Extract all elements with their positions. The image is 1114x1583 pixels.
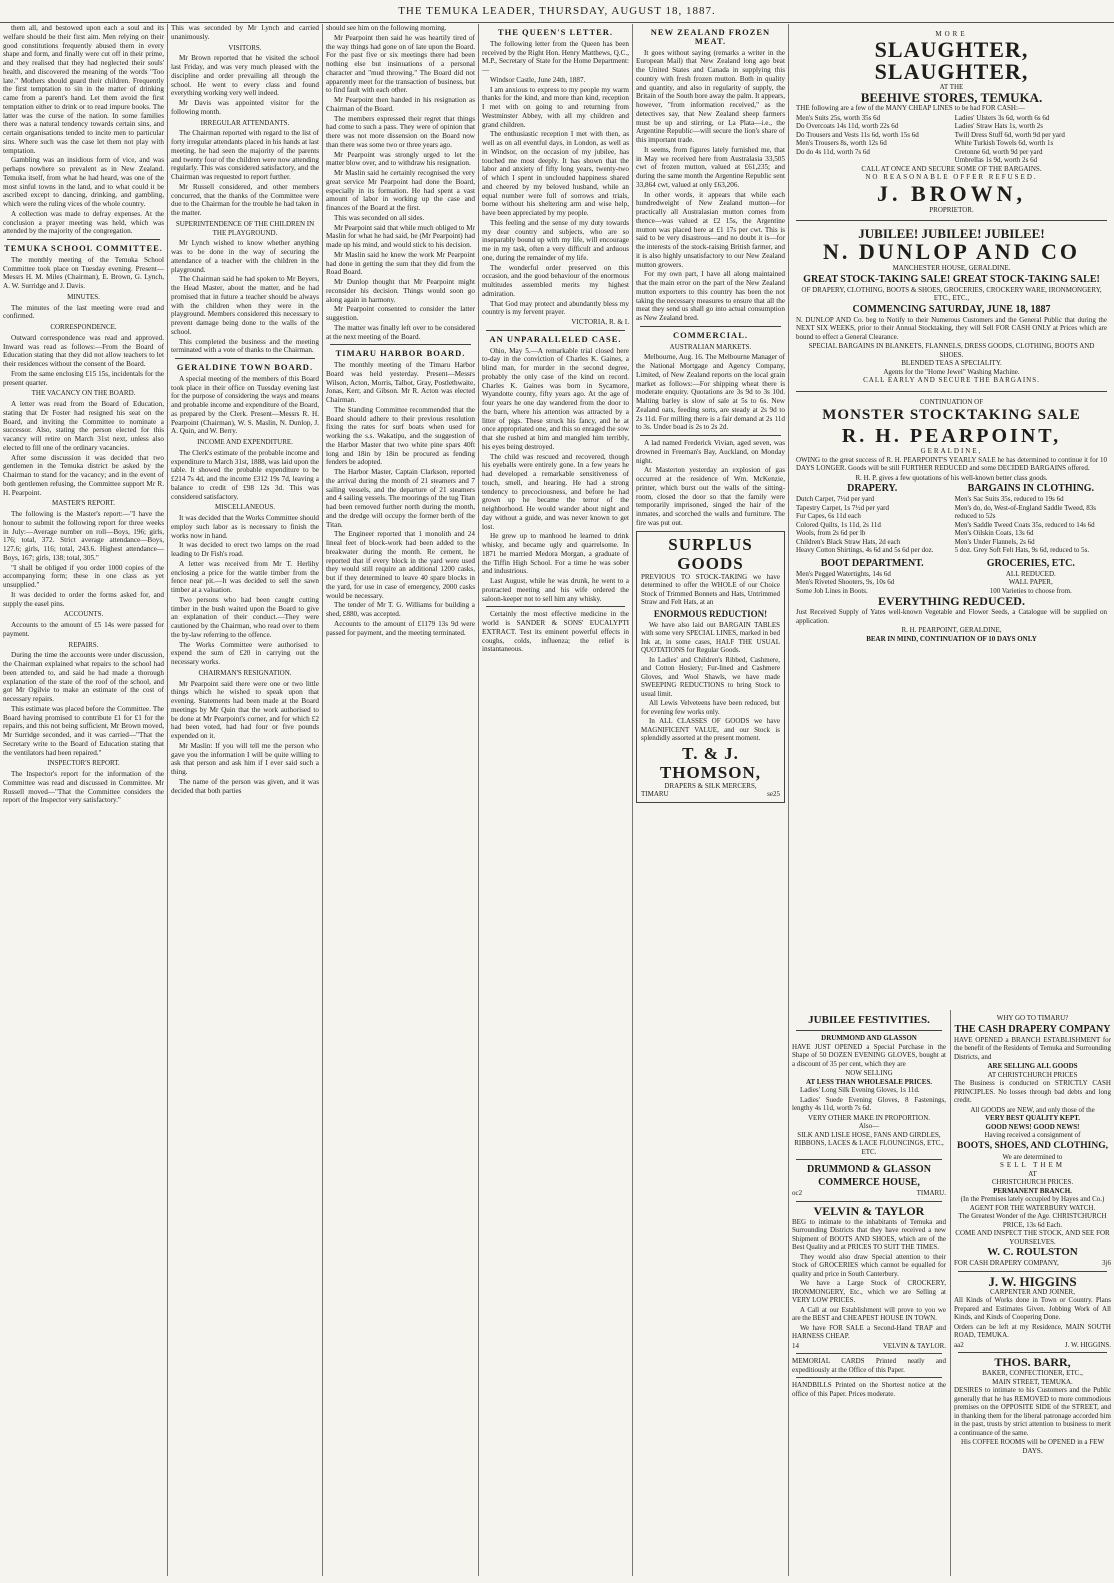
ad-text: RIBBONS, LACES & LACE FLOUNCINGS, ETC., ETC.	[794, 1139, 944, 1156]
ad-surplus-goods	[636, 531, 785, 803]
ad-text: They would also draw Special attention to their Stock of GROCERIES which cannot be equalled for quality and price in South Canterbury.	[792, 1252, 946, 1278]
article-paragraph: During the time the accounts were under discussion, the Chairman explained what repairs to the school had been attended to, and said he had made a thorough explanation of the state of the roof of the school, and got Mr Ogilvie to make an estimate of the cost of necessary repairs.	[3, 651, 164, 703]
ad-price-list	[796, 114, 1107, 165]
ad-dunlop	[792, 224, 1111, 388]
ad-text: We have a Large Stock of CROCKERY, IRONMONGERY, Etc., which we are Selling at VERY LOW PRICES.	[792, 1279, 946, 1304]
ad-merchant-name: N. DUNLOP AND CO	[822, 239, 1080, 264]
subheading: IRREGULAR ATTENDANTS.	[200, 118, 290, 127]
article-paragraph: Mr Pearpoint then said he was heartily tired of the way things had gone on of late upon the Board. For the past five or six meetings there had been nothing else but insinuations of a personal character and "mud throwing." The Board did not apparently meet for the transaction of business, but to find fault with each other.	[326, 33, 475, 95]
subheading: CHAIRMAN'S RESIGNATION.	[198, 668, 292, 677]
article-paragraph: Mr Pearpoint said that while much obliged to Mr Maslin for what he had said, he (Mr Pearpoint) had made up his mind, and would stick to his decision.	[326, 223, 475, 249]
advertisement-paragraph: Certainly the most effective medicine in the world is SANDER & SONS' EUCALYPTI EXTRACT. Test its eminent powerful effects in coughs, colds, influenza; the relief is instantaneous.	[482, 610, 629, 654]
article-paragraph: A special meeting of the members of this Board took place in their office on Tuesday evening last for the purpose of considering the ways and means and probable income and expenditure of the Board, as prepared by the Clerk. Present—Messrs R. H. Pearpoint (Chairman), W. S. Maslin, N. Dunlop, J. A. Quin, and W. Berry.	[171, 374, 319, 436]
ad-highlight: PERMANENT BRANCH.	[993, 1186, 1072, 1195]
article-paragraph: The wonderful order preserved on this occasion, and the good behaviour of the enormous multitudes assembled merits my highest admiration.	[482, 263, 629, 298]
article-paragraph: The Works Committee were authorised to expend the sum of £20 in carrying out the necessary works.	[171, 640, 319, 666]
masthead: THE TEMUKA LEADER, THURSDAY, AUGUST 18, 1887.	[0, 0, 1114, 23]
ad-text: All Kinds of Works done in Town or Country. Plans Prepared and Estimates Given. Jobbing Work of All Kinds, and Kinds of Coopering Done.	[954, 1296, 1111, 1321]
ad-highlight: GOOD NEWS! GOOD NEWS!	[985, 1122, 1080, 1131]
ad-beehive-stores	[792, 27, 1111, 217]
subheading: CORRESPONDENCE.	[50, 323, 117, 331]
ad-text: Just Received Supply of Yates well-known Vegetable and Flower Seeds, a Catalogue will be supplied on application.	[796, 608, 1107, 625]
ad-text: OWING to the great success of R. H. PEARPOINT'S YEARLY SALE he has determined to continue it for 10 DAYS LONGER. Goods will be still FURTHER REDUCED and some DECIDED BARGAINS offered.	[796, 455, 1107, 472]
ad-merchant-name: VELVIN & TAYLOR	[813, 1203, 925, 1218]
article-paragraph: The Inspector's report for the information of the Committee was read and discussed in Committee. Mr Russell moved—"That the Committee considers the report of the Inspector very satisfactory."	[3, 770, 164, 805]
divider	[796, 220, 1107, 221]
ad-text: In ALL CLASSES OF GOODS we have MAGNIFICENT VALUE, and our Stock is splendidly assorted at the present moment.	[641, 717, 780, 742]
article-paragraph: It was decided that the Works Committee should employ such labor as is necessary to finish the works now in hand.	[171, 514, 319, 540]
article-paragraph: The Chairman said he had spoken to Mr Beyers, the Head Master, about the matter, and he had promised that in future a teacher should be always with the children when they were in the playground. Members considered this necessary to prevent damage being done to the walls of the school.	[171, 275, 319, 336]
column-8-ads	[951, 1010, 1114, 1576]
article-paragraph: This completed the business and the meeting terminated with a vote of thanks to the Chairman.	[171, 337, 319, 355]
ad-title: MONSTER STOCKTAKING SALE	[822, 407, 1081, 423]
article-paragraph: The Standing Committee recommended that the Board should adhere to their previous resolution fixing the rates for surf boats when used for working the s.s. Wakatipu, and the suggestion of the Harbor Master that two white pine spars 40ft long and 18in by 18in be procured as fending fenders be adopted.	[326, 405, 475, 467]
ad-town: TIMARU	[641, 790, 669, 798]
price-item: Ladies' Ulsters 3s 6d, worth 6s 6d	[954, 113, 1050, 122]
article-paragraph: The Engineer reported that 1 monolith and 24 lineal feet of block-work had been added to the breakwater during the month. Re cement, he reported that if every block in the yard were used they would still require an additional 1200 casks, but if they determined to leave 40 spare blocks in the yard, for use in case of emergency, 2000 casks would be necessary.	[326, 530, 475, 600]
divider	[796, 1201, 942, 1202]
ad-text: CALL AT ONCE AND SECURE SOME OF THE BARGAINS.	[861, 164, 1042, 173]
article-paragraph: Melbourne, Aug. 16. The Melbourne Manager of the National Mortgage and Agency Company, Limited, of New Zealand reports on the local grain market as follows:—For shipping wheat there is moderate enquiry. Quotations are 3s 9d to 3s 10d. Malting barley is slow of sale at 5s to 6s. New Zealand oats, feeding sorts, are steady at 2s 9d to 2s 11d. For milling there is a fair demand at 2s 11d to 3s. Under boad is 2s to 2s 2d.	[636, 353, 785, 432]
ad-text: Orders can be left at my Residence, MAIN SOUTH ROAD, TEMUKA.	[954, 1322, 1111, 1339]
divider	[640, 326, 781, 327]
article-paragraph: Accounts to the amount of £5 14s were passed for payment.	[3, 621, 164, 638]
price-item: Men's Saddle Tweed Coats 35s, reduced to 14s 6d	[954, 520, 1095, 529]
price-item: Men's Pegged Watertights, 14s 6d	[796, 569, 891, 578]
ad-text: The Business is conducted on STRICTLY CASH PRINCIPLES. No losses through bad debts and long credit.	[954, 1079, 1111, 1104]
ad-text: THE following are a few of the MANY CHEAP LINES to be had FOR CASH:—	[796, 104, 1025, 112]
ad-text: COME AND INSPECT THE STOCK, AND SEE FOR YOURSELVES.	[955, 1229, 1110, 1246]
divider	[796, 1030, 942, 1031]
divider	[796, 1377, 942, 1378]
article-paragraph: Windsor Castle, June 24th, 1887.	[490, 75, 586, 84]
ad-text: VERY OTHER MAKE IN PROPORTION.	[807, 1113, 931, 1122]
article-paragraph: Mr Dunlop thought that Mr Pearpoint might reconsider his decision. Things would soon go along again in harmony.	[326, 278, 475, 304]
price-item: ALL REDUCED.	[1005, 569, 1056, 578]
ad-text: NO REASONABLE OFFER REFUSED.	[865, 173, 1038, 181]
headline-temuka-school-committee: TEMUKA SCHOOL COMMITTEE.	[4, 243, 163, 253]
ad-store-name: BEEHIVE STORES, TEMUKA.	[860, 90, 1043, 105]
article-paragraph: At Masterton yesterday an explosion of gas occurred at the residence of Wm. McKenzie, printer, which burst out the walls of the sitting-room, closed the door so that the family were temporarily imprisoned, singed the hair of the inmates, and scorched the walls and furniture. The fire was put out.	[636, 466, 785, 527]
column-1	[0, 24, 167, 1576]
article-paragraph: From the same enclosing £15 15s, incidentals for the present quarter.	[3, 369, 164, 387]
ad-text: BEAR IN MIND, CONTINUATION OF 10 DAYS ONLY	[866, 634, 1037, 643]
price-item: Umbrellas 1s 9d, worth 2s 6d	[954, 156, 1038, 164]
price-item: Men's Under Flannels, 2s 6d	[954, 537, 1035, 546]
department-heading: GROCERIES, ETC.	[986, 557, 1075, 569]
ad-text: MAIN STREET, TEMUKA.	[992, 1377, 1073, 1386]
divider	[796, 1353, 942, 1354]
ad-text: PREVIOUS TO STOCK-TAKING we have determined to offer the WHOLE of our Choice Stock of Trimmed Bonnets and Hats, Untrimmed Straw and Felt Hats, at an	[641, 572, 780, 606]
divider	[796, 1159, 942, 1160]
price-item: Men's Oilskin Coats, 13s 6d	[954, 529, 1034, 537]
article-paragraph: The name of the person was given, and it was decided that both parties	[171, 777, 319, 795]
ad-text: OF DRAPERY, CLOTHING, BOOTS & SHOES, GROCERIES, CROCKERY WARE, IRONMONGERY, ETC., ETC.,	[801, 285, 1102, 302]
article-paragraph: It was decided to erect two lamps on the road leading to Dr Fish's road.	[171, 541, 319, 558]
ad-merchant-name: THOS. BARR,	[994, 1355, 1071, 1369]
ad-text: R. H. P. gives a few quotations of his well-known better class goods.	[855, 473, 1048, 482]
price-item: WALL PAPER,	[1008, 578, 1053, 586]
price-item: Dutch Carpet, 7½d per yard	[796, 495, 875, 503]
ad-title: SLAUGHTER, SLAUGHTER,	[874, 36, 1029, 84]
article-paragraph: That God may protect and abundantly bless my country is my fervent prayer.	[482, 299, 629, 317]
article-paragraph: This was seconded by Mr Lynch and carried unanimously.	[171, 24, 319, 41]
article-paragraph: Mr Russell considered, and other members concurred, that the thanks of the Committee were due to the Chairman for the trouble he had taken in the matter.	[171, 182, 319, 217]
article-paragraph: Mr Pearpoint then handed in his resignation as Chairman of the Board.	[326, 96, 475, 113]
ad-highlight: COMMENCING SATURDAY, JUNE 18, 1887	[852, 303, 1051, 315]
article-paragraph: Outward correspondence was read and approved. Inward was read as follows:—From the Board of Education stating that they did not allow teachers to let their residences without the consent of the Board.	[3, 333, 164, 368]
divider	[796, 391, 1107, 392]
article-paragraph: This estimate was placed before the Committee. The Board having promised to contribute £1 for £1 for the repairs, and this not being sufficient, Mr Brown moved, Mr Surridge seconded, and it was carried—"That the Secretary write to the Board of Education stating that the ventilators had been repaired."	[3, 704, 164, 757]
headline-queens-letter: THE QUEEN'S LETTER.	[497, 27, 614, 37]
column-3	[323, 24, 478, 1576]
price-item: Men's Suits 25s, worth 35s 6d	[796, 113, 881, 122]
ad-text: We have also laid out BARGAIN TABLES with some very SPECIAL LINES, marked in bed Ink at, in some cases, HALF THE USUAL QUOTATIONS for Regular Goods.	[641, 620, 780, 654]
article-paragraph: The following is the Master's report:—"I have the honour to submit the following report for three weeks in July:—Average number on roll—Boys, 196; girls, 176; total, 372. Strict average attendance—Boys, 127.6; girls, 116; total, 243.6. Highest attendance—Boys, 167; girls, 138; total, 305."	[3, 510, 164, 562]
subheading: MASTER'S REPORT.	[52, 499, 115, 508]
article-paragraph: The Chairman reported with regard to the list of forty irregular attendants placed in his hands at last meeting, he had seen the majority of the parents and twenty four of the children were now attending regularly. This was considered satisfactory, and the Chairman was requested to report further.	[171, 129, 319, 181]
article-paragraph: Accounts to the amount of £1179 13s 9d were passed for payment, and the meeting terminated.	[326, 619, 475, 637]
article-paragraph: He grew up to manhood he learned to drink whisky, and became ugly and quarrelsome. In 1871 he married Medora Morgan, a graduate of the Tiffin High School. For a time he was sober and industrious.	[482, 532, 629, 576]
article-paragraph: Mr Maslin: If you will tell me the person who gave you the information I will be quite willing to ask that person and ask him if I ever said such a thing.	[171, 741, 319, 776]
department-heading: BARGAINS IN CLOTHING.	[967, 483, 1095, 494]
article-paragraph: should see him on the following morning.	[326, 24, 447, 32]
ad-merchant-name: R. H. PEARPOINT,	[841, 425, 1062, 447]
ad-text: (In the Premises lately occupied by Hayes and Co.)	[960, 1195, 1105, 1203]
ad-text: COMMERCE HOUSE,	[818, 1177, 920, 1188]
article-paragraph: The Harbor Master, Captain Clarkson, reported the arrival during the month of 21 steamers and 7 sailing vessels, and the departure of 21 steamers and 4 sailing vessels. The moorings of the tug Titan had been removed further north during the month, and the dredge will occupy the former berth of the Titan.	[326, 468, 475, 529]
ad-highlight: BOOTS, SHOES, AND CLOTHING,	[957, 1140, 1108, 1151]
price-item: Men's Riveted Shooters, 9s, 10s 6d	[796, 578, 895, 586]
ad-code: 3j6	[1102, 1259, 1111, 1267]
ad-text: R. H. PEARPOINT, GERALDINE,	[901, 626, 1002, 634]
ad-text: SPECIAL BARGAINS IN BLANKETS, FLANNELS, DRESS GOODS, CLOTHING, BOOTS AND SHOES.	[808, 342, 1095, 359]
department-heading: BOOT DEPARTMENT.	[820, 557, 924, 569]
ad-text: Ladies' Suede Evening Gloves, 8 Fastenings, lengthy 4s 11d, worth 7s 6d.	[792, 1095, 946, 1112]
ad-title: JUBILEE FESTIVITIES.	[808, 1014, 930, 1026]
ad-text: PROPRIETOR.	[929, 205, 974, 214]
ad-text: Agents for the "Home Jewel" Washing Machine.	[883, 367, 1020, 376]
ad-highlight: GREAT STOCK-TAKING SALE! GREAT STOCK-TAKING SALE!	[803, 273, 1100, 285]
divider	[486, 330, 625, 331]
article-paragraph: them all, and bestowed upon each a soul and its welfare should be their first aim. Men relying on their good constitutions frequently abused them in every shape and form, and finally were cut off in their prime, and they realised that they had neglected their souls' health, and discovered the meaning of the words "Too late." Mothers should guard their children. Frequently the first temptation to sin in the matter of drinking came from a parent's hand. Let them avoid the first temptation either to drink or to read impure books. The latter was the curse of the nation. In some families there was a natural tendency towards certain sins, and certain organisations tended to incite men to particular sins. Where such was the case let them not play with temptation.	[3, 24, 164, 155]
article-paragraph: It was decided to order the forms asked for, and supply the easel pins.	[3, 590, 164, 608]
price-item: Heavy Cotton Shirtings, 4s 6d and 5s 6d per doz.	[796, 546, 934, 554]
article-paragraph: The Clerk's estimate of the probable income and expenditure to March 31st, 1888, was laid upon the table. It showed the probable expenditure to be £214 7s 4d, and the income £312 19s 7d, leaving a balance to credit of £98 12s 3d. This was considered satisfactory.	[171, 448, 319, 501]
headline-unparalleled-case: AN UNPARALLELED CASE.	[489, 333, 622, 344]
ad-title: THE CASH DRAPERY COMPANY	[954, 1023, 1111, 1035]
subheading: VISITORS.	[228, 43, 262, 52]
divider	[175, 358, 315, 359]
price-item: Fur Capes, 6s 11d each	[796, 512, 861, 520]
price-list-left	[796, 114, 948, 165]
price-item: Tapestry Carpet, 1s 7½d per yard	[796, 503, 890, 512]
ad-merchant-name: J. W. HIGGINS	[988, 1273, 1077, 1289]
article-paragraph: Two persons who had been caught cutting timber in the bush waited upon the Board to give an explanation of their conduct.—They were cautioned by the Chairman, who read over to them the by-law referring to the offence.	[171, 595, 319, 639]
ad-text: AT	[1028, 1169, 1037, 1178]
divider	[330, 344, 471, 345]
ad-merchant-name: J. BROWN,	[876, 180, 1027, 206]
ad-merchant-name: W. C. ROULSTON	[987, 1246, 1078, 1258]
ad-kicker: CONTINUATION OF	[919, 397, 984, 406]
ad-signature: J. W. HIGGINS.	[1064, 1340, 1111, 1349]
price-item: Men's do, do, West-of-England Saddle Tweed, 83s reduced to 52s	[954, 503, 1096, 520]
ad-merchant-name: DRUMMOND AND GLASSON	[821, 1034, 917, 1042]
article-paragraph: Mr Pearpoint said there were one or two little things which he wished to speak upon that evening. Statements had been made at the Board meetings by Mr Quin that the work authorised to be done at Mr Pearpoint's corner, and for which £2 had been voted, had had four or five pounds expended on it.	[171, 679, 319, 740]
divider	[640, 435, 781, 436]
ad-departments	[796, 482, 1107, 595]
ad-text: All Lewis Velveteens have been reduced, but for evening few works only.	[641, 699, 780, 716]
article-paragraph: For my own part, I have all along maintained that the main error on the part of the New Zealand mutton exporters to this country has been the not taking the necessary measures to ensure that all the meat they send us shall go into actual consumption as New Zealand bred.	[636, 270, 785, 322]
headline-geraldine-town-board: GERALDINE TOWN BOARD.	[176, 362, 314, 372]
ad-merchant-name: T. & J. THOMSON,	[659, 743, 762, 782]
ad-text: NOW SELLING	[845, 1069, 893, 1077]
ad-title: JUBILEE! JUBILEE! JUBILEE!	[858, 226, 1045, 241]
headline-commercial: COMMERCIAL.	[673, 329, 748, 340]
ad-text: HAVE OPENED a BRANCH ESTABLISHMENT for the benefit of the Residents of Temuka and Surrounding Districts, and	[954, 1035, 1111, 1061]
ad-merchant-trade: DRAPERS & SILK MERCERS,	[664, 781, 757, 790]
article-paragraph: Mr Maslin said he knew the work Mr Pearpoint had done in getting the sum that they did from the Road Board.	[326, 250, 475, 277]
ad-text: CHRISTCHURCH PRICES.	[991, 1178, 1074, 1186]
price-item: Children's Black Straw Hats, 2d each	[796, 537, 901, 546]
ad-text: SILK AND LISLE HOSE, FANS AND GIRDLES,	[797, 1130, 941, 1139]
article-paragraph: I am anxious to express to my people my warm thanks for the kind, and more than kind, reception I met with on going to and returning from Westminster Abbey, with all my children and grand children.	[482, 85, 629, 129]
ad-text: N. DUNLOP AND Co. beg to Notify to their Numerous Customers and the General Public that during the NEXT SIX WEEKS, prior to their Annual Stocktaking, they will Sell FOR CASH ONLY at Prices which are bound to effect a General Clearance.	[796, 315, 1107, 341]
price-list-right	[955, 114, 1107, 165]
headline-timaru-harbor-board: TIMARU HARBOR BOARD.	[335, 348, 466, 359]
ad-text: GERALDINE,	[920, 447, 983, 455]
article-paragraph: A letter was read from the Board of Education, stating that Dr Foster had resigned his seat on the Board, and inviting the Committee to nominate a successor. Also, stating the person elected for this vacancy will retire on March 31st next, unless also elected to fill one of the ordinary vacancies.	[3, 400, 164, 452]
article-paragraph: "I shall be obliged if you order 1000 copies of the accompanying form; these in one class as yet unsupplied."	[3, 563, 164, 589]
article-paragraph: In other words, it appears that while each hundredweight of New Zealand mutton—for practically all Australasian mutton comes from thence—was valued at £2 15s, the Argentine mutton was placed here at £1 17s per cwt. This is said to be very disastrous—and no doubt it is—for the interests of the stock-raising British farmer, and it is also highly unsatisfactory to our New Zealand mutton growers.	[636, 190, 785, 269]
ad-text: HAVE JUST OPENED a Special Purchase in the Shape of 50 DOZEN EVENING GLOVES, bought at a discount of 35 per cent, which they are	[792, 1042, 946, 1068]
price-item: 5 doz. Grey Soft Felt Hats, 9s 6d, reduced to 5s.	[954, 546, 1090, 554]
price-item: Some Job Lines in Boots.	[796, 586, 868, 595]
ad-code: 14	[792, 1341, 799, 1350]
article-paragraph: Mr Pearpoint consented to consider the latter suggestion.	[326, 305, 475, 322]
divider	[958, 1271, 1107, 1272]
subheading: SUPERINTENDENCE OF THE CHILDREN IN THE PLAYGROUND.	[175, 219, 315, 237]
subheading: ACCOUNTS.	[63, 610, 104, 619]
article-paragraph: Mr Maslin said he certainly recognised the very great service Mr Pearpoint had done the Board, especially in its formation. He had spent a vast amount of labor in working up the case and finances of the Board at the first.	[326, 169, 475, 212]
ad-text: We are determined to	[1002, 1152, 1063, 1161]
article-paragraph: A letter was received from Mr T. Herlihy enclosing a price for the wattle timber from the fence near pit.—It was decided to sell the sawn timber at a valuation.	[171, 559, 319, 594]
ad-town: TIMARU.	[916, 1189, 946, 1197]
price-item: Ladies' Straw Hats 1s, worth 2s	[954, 122, 1043, 130]
article-paragraph: It goes without saying (remarks a writer in the European Mail) that New Zealand long ago beat the United States and Canada in supplying this country with fresh frozen mutton. Both in quality and quantity, and also in regularity of supply, the Britain of the South bore away the palm. It appears, however, "from information received," as the detectives say, that New Zealand sheep farmers must be up and stirring, or La Plata—i.e., the Argentine Republic—will secure the lion's share of this important trade.	[636, 48, 785, 144]
article-paragraph: A collection was made to defray expenses. At the conclusion a prayer meeting was held, which was attended by the majority of the congregation.	[3, 209, 164, 236]
subheading: THE VACANCY ON THE BOARD.	[31, 389, 136, 398]
ad-text: AT CHRISTCHURCH PRICES	[987, 1070, 1078, 1079]
ad-code: se25	[767, 790, 780, 798]
article-paragraph: This was seconded on all sides.	[334, 213, 425, 222]
article-paragraph: The child was rescued and recovered, though his eyeballs were entirely gone. In a few years he had developed a remarkable sensitiveness of touch, smell, and hearing. He had a strong tendency to precociousness, and before he had grown up he became the terror of the neighborhood. He would wander about night and day without a guide, and was never known to get lost.	[482, 452, 629, 531]
article-paragraph: This feeling and the sense of my duty towards my dear country and subjects, who are so inseparably bound up with my life, will encourage me in my task, often a very difficult and arduous one, during the remainder of my life.	[482, 218, 629, 262]
ad-highlight: EVERYTHING REDUCED.	[878, 594, 1025, 608]
ad-text: MEMORIAL CARDS Printed neatly and expeditiously at the Office of this Paper.	[792, 1357, 946, 1374]
signature-line: VICTORIA, R. & I.	[571, 318, 629, 326]
ad-highlight: ENORMOUS REDUCTION!	[653, 608, 768, 619]
ad-pearpoint	[792, 395, 1111, 647]
subheading: REPAIRS.	[68, 640, 99, 649]
price-item: 100 Varieties to choose from.	[989, 586, 1072, 595]
divider	[7, 239, 160, 240]
price-item: White Turkish Towels 6d, worth 1s	[954, 139, 1054, 147]
ad-text: A Call at our Establishment will prove to you we are the BEST and CHEAPEST HOUSE IN TOWN.	[792, 1305, 946, 1322]
ad-text: SELL THEM	[1000, 1161, 1065, 1169]
ad-text: HANDBILLS Printed on the Shortest notice at the office of this Paper. Prices moderate.	[792, 1381, 946, 1398]
article-paragraph: Mr Davis was appointed visitor for the following month.	[171, 99, 319, 116]
divider	[486, 606, 625, 607]
ad-highlight: ARE SELLING ALL GOODS	[987, 1062, 1078, 1070]
article-paragraph: Mr Brown reported that he visited the school last Friday, and was very much pleased with the discipline and order prevailing all through the school. He went to every class and found everything working very well indeed.	[171, 54, 319, 98]
ad-kicker: WHY GO TO TIMARU?	[996, 1014, 1069, 1022]
price-item: Do do 4s 11d, worth 7s 6d	[796, 147, 870, 156]
ad-text: We have FOR SALE a Second-Hand TRAP and HARNESS CHEAP.	[792, 1323, 946, 1340]
subheading: MISCELLANEOUS.	[214, 503, 276, 512]
ad-text: AGENT FOR THE WATERBURY WATCH.	[969, 1203, 1096, 1212]
article-paragraph: The monthly meeting of the Timaru Harbor Board was held yesterday. Present—Messrs Wilson, Acton, Morris, Talbot, Gray, Postlethwaite, Jonas, Kerr, and Gibson. Mr R. Acton was elected Chairman.	[326, 361, 475, 404]
ad-title: SURPLUS GOODS	[668, 534, 753, 573]
ad-highlight: VERY BEST QUALITY KEPT.	[984, 1114, 1081, 1122]
price-item: Cretonne 6d, worth 9d per yard	[954, 147, 1043, 156]
ad-highlight: AT LESS THAN WHOLESALE PRICES.	[805, 1077, 933, 1086]
ad-text: BAKER, CONFECTIONER, ETC.,	[982, 1369, 1083, 1377]
article-paragraph: Last August, while he was drunk, he went to a protracted meeting and his wife ordered the saloon-keeper not to sell him any whisky.	[482, 577, 629, 603]
divider	[958, 1352, 1107, 1353]
article-paragraph: The minutes of the last meeting were read and confirmed.	[3, 303, 164, 321]
ad-text: Ladies' Long Silk Evening Gloves, 1s 11d.	[800, 1086, 920, 1094]
ad-text: AT THE	[939, 82, 964, 91]
price-item: Do Trousers and Vests 11s 6d, worth 15s 6d	[796, 130, 919, 139]
ad-text: His COFFEE ROOMS will be OPENED in a FEW DAYS.	[960, 1438, 1105, 1455]
ad-code: aa2	[954, 1340, 964, 1349]
subheading: MINUTES.	[67, 292, 100, 301]
ad-text: Also—	[858, 1122, 880, 1130]
article-paragraph: The tender of Mr T. G. Williams for building a shed, £880, was accepted.	[326, 601, 475, 618]
ad-text: All GOODS are NEW, and only those of the	[970, 1105, 1095, 1114]
article-paragraph: A lad named Frederick Vivian, aged seven, was drowned in Freeman's Bay, Auckland, on Monday night.	[636, 439, 785, 465]
column-2	[168, 24, 322, 1576]
column-5	[633, 24, 788, 1576]
article-paragraph: The following letter from the Queen has been received by the Right Hon. Henry Matthews, Q.C., M.P., Secretary of State for the Home Department:—	[482, 39, 629, 74]
price-item: Colored Quilts, 1s 11d, 2s 11d	[796, 520, 881, 529]
price-item: Men's Sac Suits 35s, reduced to 19s 6d	[954, 495, 1064, 503]
ad-text: DESIRES to intimate to his Customers and the Public generally that he has REMOVED to more commodious premises on the OPPOSITE SIDE of the STREET, and in thanking them for the liberal patronage accorded him in the past, trusts by strict attention to business to merit a continuance of the same.	[954, 1386, 1111, 1437]
subheading: AUSTRALIAN MARKETS.	[669, 342, 752, 351]
ad-text: Having received a consignment of	[984, 1131, 1081, 1139]
article-paragraph: It seems, from figures lately furnished me, that in May we received here from Australasia 33,505 cwt of frozen mutton, valued at £61,235; and during the same month the Argentine Republic sent 33,864 cwt, valued at only £63,206.	[636, 145, 785, 189]
department-heading: DRAPERY.	[847, 483, 898, 494]
ad-kicker: MORE	[935, 30, 968, 38]
ad-text: BEG to intimate to the inhabitants of Temuka and Surrounding Districts that they have received a new Shipment of BOOTS AND SHOES, which are of the Best Quality and at PRICES TO SUIT THE TIMES.	[792, 1217, 946, 1251]
ad-text: CARPENTER AND JOINER,	[990, 1287, 1075, 1296]
ad-text: In Ladies' and Children's Ribbed, Cashmere, and Cotton Hosiery; Fur-lined and Cashmere Gloves, and Wool Shawls, we have made SWEEPING REDUCTIONS to bring Stock to usual limit.	[641, 655, 780, 698]
article-paragraph: Mr Lynch wished to know whether anything was to be done in the way of securing the attendance of a teacher with the children in the playground.	[171, 239, 319, 274]
price-item: Do Overcoats 14s 11d, worth 22s 6d	[796, 122, 899, 130]
subheading: INSPECTOR'S REPORT.	[47, 759, 120, 768]
ad-text: MANCHESTER HOUSE, GERALDINE.	[892, 264, 1011, 272]
article-paragraph: The monthly meeting of the Temuka School Committee took place on Tuesday evening. Present—Messrs H. M. Miles (Chairman), E. Brown, G. Lynch, A. W. Surridge and J. Davis.	[3, 255, 164, 290]
article-paragraph: Ohio, May 5.—A remarkable trial closed here to-day in the conviction of Charles K. Gaines, a blind man, for murder in the second degree, probably the only case of the kind on record. Charles K. Gaines was born in Sycamore, Wyandotte county, fifty years ago. At the age of four years he one day wandered from the door to the barn, where his attention was attracted by a litter of pigs. These struck his fancy, and he at once appropriated one, and this so enraged the sow that she rushed at him and mangled him terribly, his eyes being destroyed.	[482, 346, 629, 451]
ad-text: FOR CASH DRAPERY COMPANY,	[954, 1259, 1059, 1267]
article-paragraph: After some discussion it was decided that two gentlemen in the Temuka district be asked by the Chairman to stand for the vacancy; and in the event of both gentlemen refusing, the Committee support Mr R. H. Pearpoint.	[3, 453, 164, 497]
column-7-ads	[789, 1010, 949, 1576]
article-paragraph: The members expressed their regret that things had come to such a pass. They were of opinion that there was not more dissension on the Board now than there was some two or three years ago.	[326, 114, 475, 149]
article-paragraph: The enthusiastic reception I met with then, as well as on all eventful days, in London, as well as in Windsor, on the occasion of my jubilee, has touched me most deeply. It has shown that the labor and anxiety of fifty long years, twenty-two of which I spent in unclouded happiness shared and cheered by my beloved husband, while an equal number were full of sorrows and trials, borne without his sheltering arm and wise help, have been appreciated by my people.	[482, 130, 629, 217]
ad-signature: VELVIN & TAYLOR.	[882, 1341, 946, 1350]
price-item: Men's Trousers 8s, worth 12s 6d	[796, 139, 887, 147]
article-paragraph: Mr Pearpoint was strongly urged to let the matter blow over, and to withdraw his resignation.	[326, 150, 475, 168]
headline-frozen-meat: NEW ZEALAND FROZEN MEAT.	[650, 27, 771, 46]
ad-text: The Greatest Wonder of the Age. CHRISTCHURCH PRICE, 13s 6d Each.	[958, 1212, 1107, 1229]
ad-text: CALL EARLY AND SECURE THE BARGAINS.	[863, 376, 1040, 384]
ad-merchant-name: DRUMMOND & GLASSON	[807, 1164, 931, 1175]
article-paragraph: Gambling was an insidious form of vice, and was perhaps nowhere so prevalent as in New Zealand. Temuka itself, from what he had heard, was one of the most sinful towns in the land, and to what could it be ascribed except to dancing, drinking, and gambling, which were the ruling vices of the whole country.	[3, 156, 164, 208]
article-paragraph: The matter was finally left over to be considered at the next meeting of the Board.	[326, 323, 475, 341]
subheading: INCOME AND EXPENDITURE.	[197, 438, 293, 446]
column-4	[479, 24, 632, 1576]
price-item: Twill Dress Stuff 6d, worth 9d per yard	[954, 130, 1065, 139]
price-item: Wools, from 2s 6d per lb	[796, 529, 866, 537]
ad-code: oc2	[792, 1189, 803, 1197]
ad-text: BLENDED TEAS A SPECIALITY.	[901, 359, 1002, 367]
